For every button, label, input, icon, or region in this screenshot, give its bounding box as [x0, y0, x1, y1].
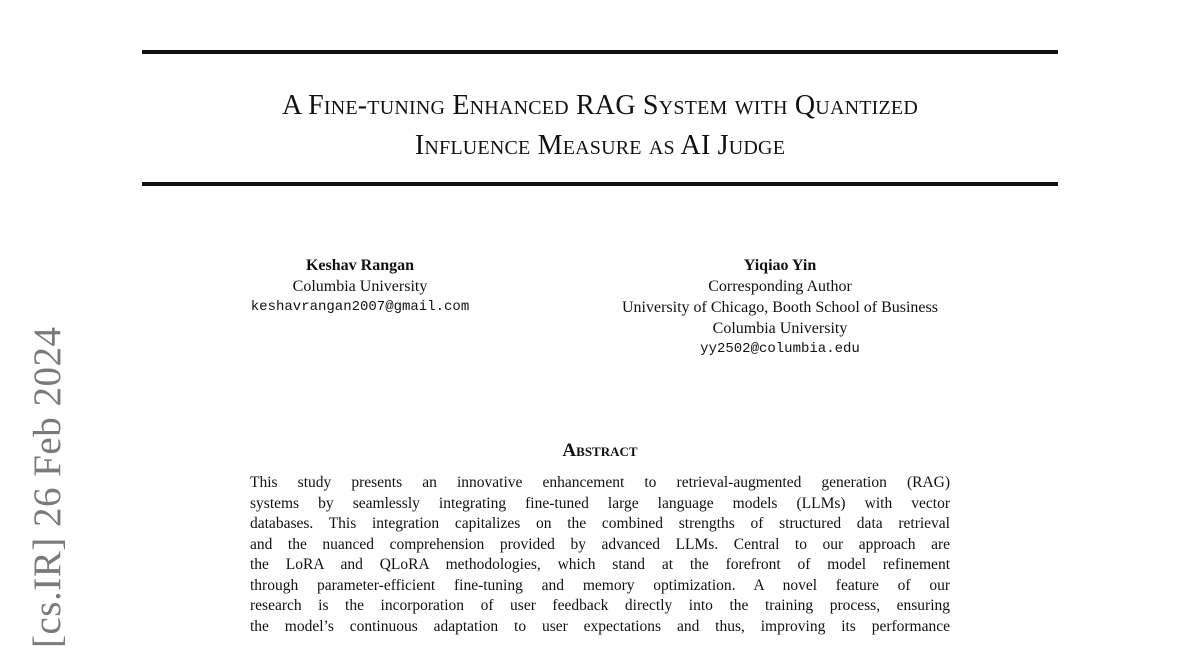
- author-name: Yiqiao Yin: [743, 257, 817, 274]
- author-role: Corresponding Author: [708, 278, 852, 295]
- abstract-line: and the nuanced comprehension provided by advanced LLMs. Central to our approach are: [250, 535, 950, 553]
- title-top-rule: [142, 50, 1058, 54]
- abstract-line: the LoRA and QLoRA methodologies, which stand at the forefront of model refinement: [250, 556, 950, 573]
- abstract-line: databases. This integration capitalizes on the combined strengths of structured data retrieval: [250, 515, 950, 532]
- abstract-line: through parameter-efficient fine-tuning and memory optimization. A novel feature of our: [250, 576, 950, 594]
- author-email: yy2502@columbia.edu: [700, 341, 860, 357]
- abstract-line: research is the incorporation of user feedback directly into the training process, ensuring: [250, 597, 950, 614]
- paper-title: [142, 86, 1058, 166]
- arxiv-side-stamp: [cs.IR] 26 Feb 2024: [26, 326, 69, 648]
- paper-title-line-2: Influence Measure as AI Judge: [414, 130, 786, 161]
- abstract-body: [250, 473, 950, 637]
- author-affiliation: Columbia University: [292, 278, 428, 295]
- abstract-line: This study presents an innovative enhancement to retrieval-augmented generation (RAG): [250, 474, 950, 491]
- abstract-line: the model’s continuous adaptation to user expectations and thus, improving its performance: [250, 617, 950, 635]
- abstract-heading: Abstract: [562, 440, 638, 461]
- author-email: keshavrangan2007@gmail.com: [250, 299, 470, 315]
- author-affiliation: University of Chicago, Booth School of Business: [622, 299, 938, 316]
- author-name: Keshav Rangan: [305, 257, 415, 274]
- abstract-line: systems by seamlessly integrating fine-tuned large language models (LLMs) with vector: [250, 494, 950, 512]
- author-block-yin: [580, 255, 980, 360]
- author-block-rangan: [200, 255, 520, 318]
- title-bottom-rule: [142, 182, 1058, 186]
- author-affiliation: Columbia University: [712, 320, 848, 337]
- paper-title-line-1: A Fine-tuning Enhanced RAG System with Quantized: [282, 90, 918, 121]
